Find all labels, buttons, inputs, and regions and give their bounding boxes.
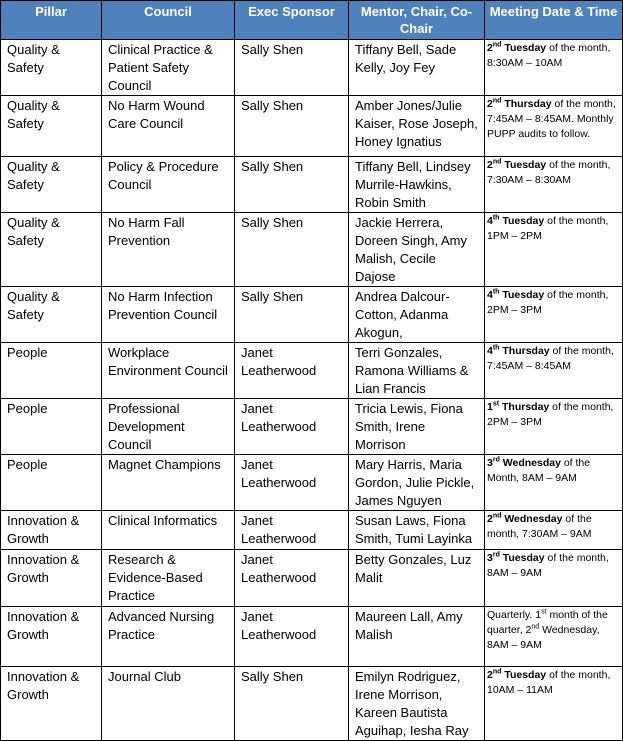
ordinal-suffix: st xyxy=(541,608,547,616)
meeting-day xyxy=(487,401,549,413)
header-meeting-time: Meeting Date & Time xyxy=(485,1,623,40)
table-row xyxy=(1,511,623,550)
pillar-cell: Innovation & Growth xyxy=(1,511,102,550)
mentor-cell: Jackie Herrera, Doreen Singh, Amy Malish, Cecile Dajose xyxy=(349,213,485,287)
council-cell: Professional Development Council xyxy=(102,399,235,455)
header-council: Council xyxy=(102,1,235,40)
weekday: Tuesday xyxy=(501,669,547,681)
table-row xyxy=(1,455,623,511)
ordinal-number: 2 xyxy=(487,159,493,171)
exec-sponsor-cell: Janet Leatherwood xyxy=(235,511,349,550)
ordinal-suffix: nd xyxy=(492,668,502,676)
meeting-time-cell xyxy=(485,550,623,607)
ordinal-suffix: rd xyxy=(492,551,500,559)
meeting-text: of the month, 8AM – 9AM xyxy=(487,552,609,579)
exec-sponsor-cell: Janet Leatherwood xyxy=(235,455,349,511)
meeting-time-cell xyxy=(485,40,623,96)
meeting-time-cell xyxy=(485,157,623,213)
exec-sponsor-cell: Janet Leatherwood xyxy=(235,399,349,455)
table-row xyxy=(1,667,623,741)
council-cell: Workplace Environment Council xyxy=(102,343,235,399)
exec-sponsor-cell: Sally Shen xyxy=(235,213,349,287)
meeting-day xyxy=(487,457,561,469)
meeting-text: Quarterly. 1 xyxy=(487,609,542,621)
mentor-cell: Susan Laws, Fiona Smith, Tumi Layinka xyxy=(349,511,485,550)
table-body xyxy=(1,40,623,741)
header-pillar: Pillar xyxy=(1,1,102,40)
meeting-day xyxy=(487,552,545,564)
meeting-day xyxy=(487,669,546,681)
meeting-time-cell xyxy=(485,343,623,399)
meeting-time-cell xyxy=(485,607,623,667)
weekday: Thursday xyxy=(499,345,550,357)
pillar-cell: People xyxy=(1,455,102,511)
meeting-text: of the month, 7:45AM – 8:45AM. Monthly PUPP audits to follow. xyxy=(487,98,616,140)
exec-sponsor-cell: Sally Shen xyxy=(235,40,349,96)
table-row xyxy=(1,399,623,455)
meeting-day xyxy=(487,159,546,171)
council-cell: Magnet Champions xyxy=(102,455,235,511)
meeting-day xyxy=(487,289,544,301)
council-cell: Journal Club xyxy=(102,667,235,741)
meeting-day xyxy=(487,513,562,525)
pillar-cell: Quality & Safety xyxy=(1,287,102,343)
table-row xyxy=(1,343,623,399)
exec-sponsor-cell: Janet Leatherwood xyxy=(235,550,349,607)
meeting-text: of the month, 1PM – 2PM xyxy=(487,215,609,242)
table-row xyxy=(1,40,623,96)
ordinal-suffix: th xyxy=(492,214,500,222)
meeting-text: of the Month, 8AM – 9AM xyxy=(487,457,591,484)
council-cell: Advanced Nursing Practice xyxy=(102,607,235,667)
ordinal-number: 2 xyxy=(487,513,493,525)
ordinal-number: 4 xyxy=(487,289,493,301)
table-row xyxy=(1,157,623,213)
meeting-day xyxy=(487,42,546,54)
pillar-cell: Quality & Safety xyxy=(1,213,102,287)
council-cell: No Harm Wound Care Council xyxy=(102,96,235,157)
meeting-text: of the month, 8:30AM – 10AM xyxy=(487,42,611,69)
weekday: Thursday xyxy=(499,401,550,413)
meeting-time-cell xyxy=(485,213,623,287)
ordinal-suffix: th xyxy=(492,344,500,352)
weekday: Tuesday xyxy=(499,215,545,227)
ordinal-suffix: nd xyxy=(492,41,502,49)
ordinal-number: 4 xyxy=(487,345,493,357)
weekday: Thursday xyxy=(501,98,552,110)
meeting-time-cell xyxy=(485,455,623,511)
ordinal-number: 2 xyxy=(487,98,493,110)
exec-sponsor-cell: Janet Leatherwood xyxy=(235,607,349,667)
mentor-cell: Emilyn Rodriguez, Irene Morrison, Kareen Bautista Aguihap, Iesha Ray xyxy=(349,667,485,741)
council-cell: No Harm Fall Prevention xyxy=(102,213,235,287)
ordinal-number: 3 xyxy=(487,552,493,564)
weekday: Tuesday xyxy=(499,552,545,564)
council-cell: Clinical Informatics xyxy=(102,511,235,550)
meeting-text: of the month, 7:30AM – 8:30AM xyxy=(487,159,611,186)
mentor-cell: Maureen Lall, Amy Malish xyxy=(349,607,485,667)
ordinal-suffix: nd xyxy=(492,512,502,520)
table-row xyxy=(1,96,623,157)
meeting-text: of the month, 7:45AM – 8:45AM xyxy=(487,345,614,372)
council-cell: Research & Evidence-Based Practice xyxy=(102,550,235,607)
ordinal-number: 1 xyxy=(487,401,493,413)
weekday: Tuesday xyxy=(499,289,545,301)
table-row xyxy=(1,607,623,667)
exec-sponsor-cell: Sally Shen xyxy=(235,287,349,343)
exec-sponsor-cell: Sally Shen xyxy=(235,667,349,741)
ordinal-suffix: nd xyxy=(492,158,502,166)
table-row xyxy=(1,550,623,607)
meeting-text: month of the quarter, 2 xyxy=(487,609,608,636)
weekday: Wednesday xyxy=(501,513,563,525)
council-cell: No Harm Infection Prevention Council xyxy=(102,287,235,343)
pillar-cell: People xyxy=(1,343,102,399)
pillar-cell: Innovation & Growth xyxy=(1,607,102,667)
meeting-day xyxy=(487,98,552,110)
meeting-time-cell xyxy=(485,96,623,157)
meeting-time-cell xyxy=(485,667,623,741)
pillar-cell: Innovation & Growth xyxy=(1,550,102,607)
pillar-cell: Quality & Safety xyxy=(1,157,102,213)
exec-sponsor-cell: Sally Shen xyxy=(235,96,349,157)
meeting-text: Wednesday, 8AM – 9AM xyxy=(487,624,600,651)
ordinal-suffix: st xyxy=(492,400,500,408)
meeting-text: of the month, 2PM – 3PM xyxy=(487,401,614,428)
ordinal-number: 3 xyxy=(487,457,493,469)
header-mentor-chair: Mentor, Chair, Co-Chair xyxy=(349,1,485,40)
ordinal-suffix: th xyxy=(492,288,500,296)
table-row xyxy=(1,213,623,287)
council-cell: Clinical Practice & Patient Safety Council xyxy=(102,40,235,96)
meeting-day xyxy=(487,345,550,357)
meeting-time-cell xyxy=(485,399,623,455)
pillar-cell: Quality & Safety xyxy=(1,40,102,96)
mentor-cell: Terri Gonzales, Ramona Williams & Lian Francis xyxy=(349,343,485,399)
mentor-cell: Amber Jones/Julie Kaiser, Rose Joseph, Honey Ignatius xyxy=(349,96,485,157)
meeting-text: of the month, 7:30AM – 9AM xyxy=(487,513,592,540)
meeting-text: of the month, 10AM – 11AM xyxy=(487,669,611,696)
meeting-time-cell xyxy=(485,287,623,343)
mentor-cell: Tricia Lewis, Fiona Smith, Irene Morrison xyxy=(349,399,485,455)
ordinal-suffix: nd xyxy=(531,623,540,631)
ordinal-number: 4 xyxy=(487,215,493,227)
ordinal-number: 2 xyxy=(487,42,493,54)
meeting-time-cell xyxy=(485,511,623,550)
exec-sponsor-cell: Sally Shen xyxy=(235,157,349,213)
mentor-cell: Tiffany Bell, Lindsey Murrile-Hawkins, Robin Smith xyxy=(349,157,485,213)
ordinal-suffix: rd xyxy=(492,456,500,464)
mentor-cell: Betty Gonzales, Luz Malit xyxy=(349,550,485,607)
mentor-cell: Andrea Dalcour-Cotton, Adanma Akogun, xyxy=(349,287,485,343)
header-row xyxy=(1,1,623,40)
pillar-cell: Quality & Safety xyxy=(1,96,102,157)
ordinal-number: 2 xyxy=(487,669,493,681)
weekday: Tuesday xyxy=(501,42,547,54)
mentor-cell: Tiffany Bell, Sade Kelly, Joy Fey xyxy=(349,40,485,96)
ordinal-suffix: nd xyxy=(492,97,502,105)
pillar-cell: Innovation & Growth xyxy=(1,667,102,741)
mentor-cell: Mary Harris, Maria Gordon, Julie Pickle, James Nguyen xyxy=(349,455,485,511)
council-cell: Policy & Procedure Council xyxy=(102,157,235,213)
weekday: Tuesday xyxy=(501,159,547,171)
meeting-text: of the month, 2PM – 3PM xyxy=(487,289,609,316)
exec-sponsor-cell: Janet Leatherwood xyxy=(235,343,349,399)
meeting-day xyxy=(487,215,544,227)
pillar-cell: People xyxy=(1,399,102,455)
table-row xyxy=(1,287,623,343)
weekday: Wednesday xyxy=(499,457,561,469)
header-exec-sponsor: Exec Sponsor xyxy=(235,1,349,40)
